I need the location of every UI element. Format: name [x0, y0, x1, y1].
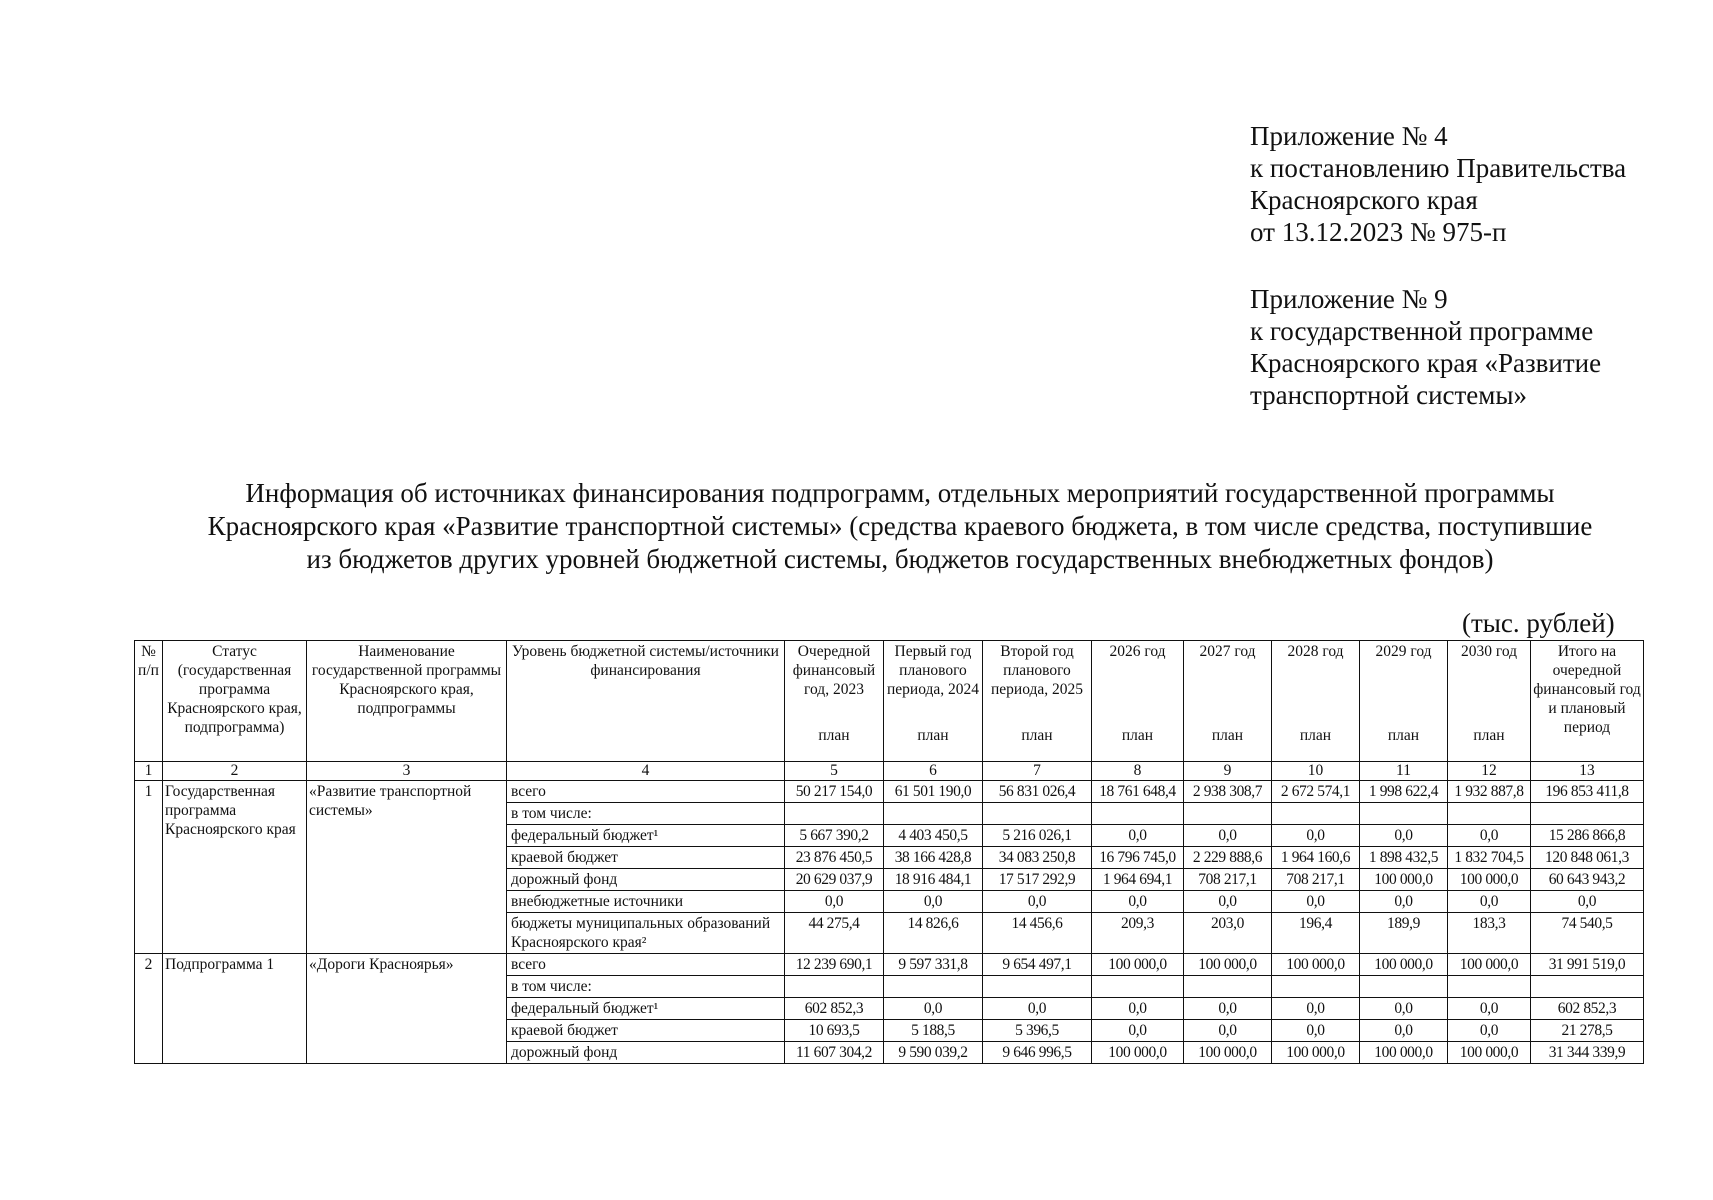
amount-cell: 0,0	[1272, 891, 1360, 913]
amount-cell	[1272, 803, 1360, 825]
amount-cell	[1184, 976, 1272, 998]
column-index: 12	[1448, 762, 1531, 781]
amount-cell	[785, 803, 884, 825]
amount-cell: 14 456,6	[983, 913, 1092, 954]
column-index: 4	[507, 762, 785, 781]
appendix-4-block	[1250, 120, 1690, 248]
amount-cell: 1 932 887,8	[1448, 781, 1531, 803]
amount-cell: 23 876 450,5	[785, 847, 884, 869]
column-index: 6	[884, 762, 983, 781]
amount-cell: 0,0	[1360, 825, 1448, 847]
header-row	[135, 641, 1644, 726]
amount-cell: 189,9	[1360, 913, 1448, 954]
header-plan: план	[1360, 725, 1448, 762]
amount-cell: 0,0	[1184, 891, 1272, 913]
amount-cell: 100 000,0	[1092, 954, 1184, 976]
amount-cell	[1531, 803, 1644, 825]
amount-cell: 100 000,0	[1360, 869, 1448, 891]
appendix-4-line: Приложение № 4	[1250, 121, 1448, 151]
amount-cell	[785, 976, 884, 998]
amount-cell: 0,0	[1448, 998, 1531, 1020]
document-title-line: Информация об источниках финансирования подпрограмм, отдельных мероприятий государственной программы	[245, 478, 1555, 508]
header-2029: 2029 год	[1360, 641, 1448, 726]
funding-level: внебюджетные источники	[507, 891, 785, 913]
amount-cell: 31 991 519,0	[1531, 954, 1644, 976]
amount-cell: 100 000,0	[1184, 954, 1272, 976]
header-num: № п/п	[135, 641, 163, 762]
amount-cell	[1360, 976, 1448, 998]
funding-level: бюджеты муниципальных образований Красноярского края²	[507, 913, 785, 954]
amount-cell: 60 643 943,2	[1531, 869, 1644, 891]
amount-cell: 100 000,0	[1272, 1042, 1360, 1064]
amount-cell: 0,0	[1360, 891, 1448, 913]
amount-cell: 1 964 694,1	[1092, 869, 1184, 891]
group-status: Подпрограмма 1	[163, 954, 307, 1064]
amount-cell: 203,0	[1184, 913, 1272, 954]
amount-cell: 20 629 037,9	[785, 869, 884, 891]
amount-cell	[983, 976, 1092, 998]
amount-cell: 100 000,0	[1272, 954, 1360, 976]
header-plan: план	[1184, 725, 1272, 762]
column-index: 7	[983, 762, 1092, 781]
amount-cell: 0,0	[1448, 1020, 1531, 1042]
amount-cell: 61 501 190,0	[884, 781, 983, 803]
amount-cell: 5 188,5	[884, 1020, 983, 1042]
amount-cell	[1184, 803, 1272, 825]
financing-table	[134, 640, 1644, 1064]
amount-cell: 183,3	[1448, 913, 1531, 954]
header-2030: 2030 год	[1448, 641, 1531, 726]
table-body	[135, 781, 1644, 1064]
funding-level: в том числе:	[507, 803, 785, 825]
group-name: «Развитие транспортной системы»	[307, 781, 507, 954]
header-plan: план	[785, 725, 884, 762]
funding-level: дорожный фонд	[507, 1042, 785, 1064]
amount-cell: 0,0	[1092, 891, 1184, 913]
amount-cell: 0,0	[983, 998, 1092, 1020]
column-index: 5	[785, 762, 884, 781]
amount-cell	[1448, 976, 1531, 998]
amount-cell: 0,0	[1360, 998, 1448, 1020]
column-index: 13	[1531, 762, 1644, 781]
header-2023: Очередной финансовый год, 2023	[785, 641, 884, 726]
header-status: Статус (государственная программа Красноярского края, подпрограмма)	[163, 641, 307, 762]
funding-level: федеральный бюджет¹	[507, 998, 785, 1020]
amount-cell: 56 831 026,4	[983, 781, 1092, 803]
amount-cell: 18 761 648,4	[1092, 781, 1184, 803]
amount-cell: 602 852,3	[785, 998, 884, 1020]
amount-cell	[1092, 976, 1184, 998]
header-plan: план	[983, 725, 1092, 762]
amount-cell	[1360, 803, 1448, 825]
header-plan: план	[1448, 725, 1531, 762]
amount-cell: 31 344 339,9	[1531, 1042, 1644, 1064]
amount-cell: 9 646 996,5	[983, 1042, 1092, 1064]
amount-cell	[1448, 803, 1531, 825]
amount-cell: 1 998 622,4	[1360, 781, 1448, 803]
amount-cell: 5 667 390,2	[785, 825, 884, 847]
funding-level: дорожный фонд	[507, 869, 785, 891]
amount-cell: 0,0	[1092, 998, 1184, 1020]
column-index: 2	[163, 762, 307, 781]
header-name: Наименование государственной программы Красноярского края, подпрограммы	[307, 641, 507, 762]
column-index: 1	[135, 762, 163, 781]
amount-cell: 209,3	[1092, 913, 1184, 954]
appendix-9-block	[1250, 283, 1690, 411]
amount-cell: 0,0	[1272, 998, 1360, 1020]
amount-cell: 196,4	[1272, 913, 1360, 954]
column-index: 11	[1360, 762, 1448, 781]
amount-cell: 100 000,0	[1448, 869, 1531, 891]
column-index: 8	[1092, 762, 1184, 781]
appendix-9-line: Красноярского края «Развитие	[1250, 348, 1602, 378]
amount-cell: 0,0	[884, 998, 983, 1020]
header-2026: 2026 год	[1092, 641, 1184, 726]
document-title-line: Красноярского края «Развитие транспортной системы» (средства краевого бюджета, в том числе средства, поступившие	[207, 511, 1593, 541]
column-index: 3	[307, 762, 507, 781]
header-2027: 2027 год	[1184, 641, 1272, 726]
amount-cell	[1272, 976, 1360, 998]
amount-cell: 0,0	[1272, 825, 1360, 847]
table-row	[135, 781, 1644, 803]
funding-level: краевой бюджет	[507, 847, 785, 869]
column-index-row	[135, 762, 1644, 781]
amount-cell	[1092, 803, 1184, 825]
amount-cell: 0,0	[1092, 1020, 1184, 1042]
amount-cell: 2 672 574,1	[1272, 781, 1360, 803]
amount-cell: 0,0	[1531, 891, 1644, 913]
amount-cell: 9 597 331,8	[884, 954, 983, 976]
amount-cell: 9 654 497,1	[983, 954, 1092, 976]
amount-cell: 0,0	[1360, 1020, 1448, 1042]
amount-cell: 1 898 432,5	[1360, 847, 1448, 869]
appendix-4-line: Красноярского края	[1250, 185, 1478, 215]
appendix-9-line: к государственной программе	[1250, 316, 1594, 346]
amount-cell: 5 396,5	[983, 1020, 1092, 1042]
amount-cell: 14 826,6	[884, 913, 983, 954]
amount-cell: 17 517 292,9	[983, 869, 1092, 891]
amount-cell: 0,0	[884, 891, 983, 913]
funding-level: всего	[507, 954, 785, 976]
amount-cell: 34 083 250,8	[983, 847, 1092, 869]
amount-cell: 12 239 690,1	[785, 954, 884, 976]
group-name: «Дороги Красноярья»	[307, 954, 507, 1064]
header-plan: план	[1272, 725, 1360, 762]
amount-cell: 0,0	[1184, 998, 1272, 1020]
amount-cell: 0,0	[1448, 825, 1531, 847]
header-plan: план	[884, 725, 983, 762]
amount-cell: 100 000,0	[1360, 954, 1448, 976]
amount-cell	[983, 803, 1092, 825]
group-number: 2	[135, 954, 163, 1064]
amount-cell: 0,0	[1272, 1020, 1360, 1042]
appendix-9-line: транспортной системы»	[1250, 380, 1528, 410]
amount-cell: 10 693,5	[785, 1020, 884, 1042]
header-2025: Второй год планового периода, 2025	[983, 641, 1092, 726]
amount-cell: 2 229 888,6	[1184, 847, 1272, 869]
amount-cell: 100 000,0	[1184, 1042, 1272, 1064]
document-title-line: из бюджетов других уровней бюджетной системы, бюджетов государственных внебюджетных фондов)	[306, 544, 1494, 574]
amount-cell: 0,0	[1184, 1020, 1272, 1042]
funding-level: федеральный бюджет¹	[507, 825, 785, 847]
column-index: 10	[1272, 762, 1360, 781]
appendix-9-line: Приложение № 9	[1250, 284, 1448, 314]
amount-cell: 5 216 026,1	[983, 825, 1092, 847]
header-2024: Первый год планового периода, 2024	[884, 641, 983, 726]
funding-level: краевой бюджет	[507, 1020, 785, 1042]
amount-cell: 44 275,4	[785, 913, 884, 954]
amount-cell: 1 832 704,5	[1448, 847, 1531, 869]
header-level: Уровень бюджетной системы/источники финансирования	[507, 641, 785, 762]
amount-cell: 708 217,1	[1272, 869, 1360, 891]
amount-cell: 50 217 154,0	[785, 781, 884, 803]
amount-cell	[884, 976, 983, 998]
funding-level: всего	[507, 781, 785, 803]
amount-cell: 100 000,0	[1092, 1042, 1184, 1064]
amount-cell: 0,0	[1092, 825, 1184, 847]
header-plan: план	[1092, 725, 1184, 762]
amount-cell: 100 000,0	[1360, 1042, 1448, 1064]
amount-cell: 21 278,5	[1531, 1020, 1644, 1042]
amount-cell: 708 217,1	[1184, 869, 1272, 891]
amount-cell: 18 916 484,1	[884, 869, 983, 891]
amount-cell: 9 590 039,2	[884, 1042, 983, 1064]
amount-cell: 16 796 745,0	[1092, 847, 1184, 869]
amount-cell: 0,0	[1448, 891, 1531, 913]
header-total: Итого на очередной финансовый год и плановый период	[1531, 641, 1644, 762]
amount-cell: 11 607 304,2	[785, 1042, 884, 1064]
funding-level: в том числе:	[507, 976, 785, 998]
units-label: (тыс. рублей)	[1462, 608, 1615, 638]
appendix-4-line: от 13.12.2023 № 975-п	[1250, 217, 1507, 247]
amount-cell: 100 000,0	[1448, 954, 1531, 976]
column-index: 9	[1184, 762, 1272, 781]
amount-cell	[884, 803, 983, 825]
amount-cell: 15 286 866,8	[1531, 825, 1644, 847]
amount-cell: 1 964 160,6	[1272, 847, 1360, 869]
amount-cell: 2 938 308,7	[1184, 781, 1272, 803]
amount-cell: 0,0	[1184, 825, 1272, 847]
amount-cell: 74 540,5	[1531, 913, 1644, 954]
amount-cell: 100 000,0	[1448, 1042, 1531, 1064]
group-number: 1	[135, 781, 163, 954]
amount-cell: 0,0	[785, 891, 884, 913]
document-title	[150, 477, 1650, 576]
amount-cell: 602 852,3	[1531, 998, 1644, 1020]
appendix-4-line: к постановлению Правительства	[1250, 153, 1627, 183]
amount-cell: 38 166 428,8	[884, 847, 983, 869]
header-2028: 2028 год	[1272, 641, 1360, 726]
amount-cell: 120 848 061,3	[1531, 847, 1644, 869]
amount-cell: 196 853 411,8	[1531, 781, 1644, 803]
group-status: Государственная программа Красноярского края	[163, 781, 307, 954]
amount-cell: 4 403 450,5	[884, 825, 983, 847]
table-row	[135, 954, 1644, 976]
amount-cell: 0,0	[983, 891, 1092, 913]
amount-cell	[1531, 976, 1644, 998]
